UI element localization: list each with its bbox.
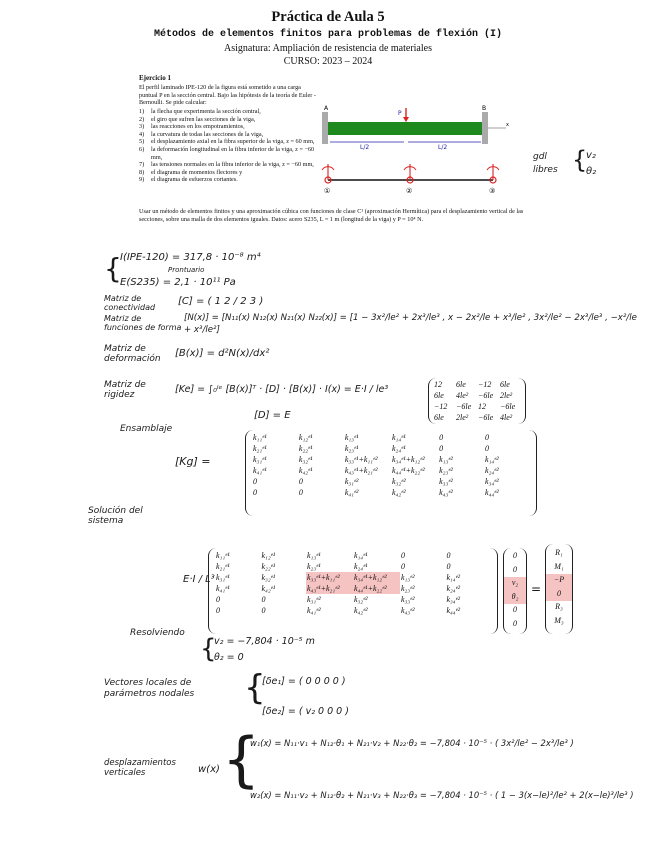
left-support: [322, 112, 328, 144]
matrix-cell: 0: [485, 433, 490, 442]
vector-entry: M₁: [554, 561, 564, 571]
matrix-cell: k₂₂ᵉ¹: [261, 562, 276, 571]
matrix-cell: k₁₃ᵉ²: [439, 455, 453, 464]
matrix-cell: k₄₄ᵉ²: [446, 606, 461, 615]
matrix-cell: k₂₃ᵉ²: [439, 466, 453, 475]
solution-label: Solución del sistema: [88, 506, 143, 526]
w2-eq: w₂(x) = N₁₁·v₂ + N₁₂·θ₂ + N₂₁·v₃ + N₂₂·θ₃ = −7,804 · 10⁻⁵ · ( 1 − 3(x−le)²/le² + 2(x−le)³/le³ ): [250, 790, 634, 800]
stiff-label: Matriz de rigidez: [104, 380, 146, 400]
task-text: el diagrama de esfuerzos cortantes.: [151, 176, 238, 184]
task-text: el diagrama de momentos flectores y: [151, 168, 243, 176]
matrix-cell: k₄₃ᵉ²: [439, 488, 453, 497]
matrix-cell: k₁₃ᵉ¹: [307, 551, 321, 560]
matrix-cell: k₂₄ᵉ²: [485, 466, 499, 475]
kg-label: [Kg] =: [175, 455, 211, 468]
matrix-cell: k₂₁ᵉ¹: [253, 444, 267, 453]
matrix-cell: 2le²: [456, 413, 469, 422]
matrix-cell: k₁₃ᵉ²: [400, 573, 415, 582]
matrix-cell: 0: [216, 606, 220, 615]
matrix-cell: 6le: [434, 413, 444, 422]
matrix-row: [252, 465, 530, 476]
label-half-left: L/2: [360, 144, 370, 151]
vector-entry: 0: [513, 551, 517, 560]
matrix-cell: −6le: [456, 402, 472, 411]
matrix-cell: 0: [253, 488, 257, 497]
matrix-cell: k₄₁ᵉ¹: [253, 466, 267, 475]
matrix-cell: k₁₂ᵉ¹: [261, 551, 276, 560]
matrix-row: [433, 390, 521, 401]
deform-eq: [B(x)] = d²N(x)/dx²: [175, 348, 270, 359]
vector-entry: 0: [513, 618, 517, 628]
task-text: la curvatura de todas las secciones de la viga,: [151, 130, 264, 138]
task-item: [139, 161, 324, 169]
w1-eq: w₁(x) = N₁₁·v₁ + N₁₂·θ₁ + N₂₁·v₂ + N₂₂·θ₂ = −7,804 · 10⁻⁵ · ( 3x²/le² − 2x³/le³ ): [250, 738, 574, 748]
vector-entry: −P: [546, 574, 572, 588]
exercise-title: Ejercicio 1: [139, 74, 171, 82]
matrix-cell: k₃₁ᵉ²: [344, 477, 359, 486]
label-a: A: [324, 105, 329, 112]
stiff-eq: [Ke] = ∫₀ˡᵉ [B(x)]ᵀ · [D] · [B(x)] · I(x) = E·I / le³: [175, 384, 389, 395]
matrix-cell: k₃₄ᵉ²: [485, 477, 499, 486]
matrix-cell: 0: [439, 433, 444, 442]
matrix-row: [215, 561, 491, 572]
connectivity-eq: [C] = ( 1 2 / 2 3 ): [178, 296, 264, 307]
connectivity-label: Matriz de conectividad: [104, 294, 156, 312]
label-p: P: [398, 110, 402, 117]
task-number: 1): [139, 108, 145, 115]
vector-entry: θ₂: [504, 591, 526, 605]
matrix-cell: k₃₃ᵉ²: [400, 595, 415, 604]
matrix-cell: k₄₄ᵉ¹+k₂₂ᵉ²: [353, 583, 400, 594]
matrix-cell: k₁₁ᵉ¹: [216, 551, 230, 560]
matrix-cell: k₂₃ᵉ¹: [344, 444, 359, 453]
matrix-cell: k₁₄ᵉ²: [485, 455, 499, 464]
matrix-row: [252, 432, 530, 443]
matrix-cell: 0: [439, 444, 444, 453]
matrix-row: [433, 412, 521, 423]
stiff-matrix: [428, 378, 526, 424]
task-number: 7): [139, 161, 145, 169]
assembly-label: Ensamblaje: [120, 424, 173, 434]
local-label: Vectores locales de parámetros nodales: [104, 678, 195, 699]
task-number: 9): [139, 176, 145, 184]
task-item: [139, 176, 324, 184]
matrix-row: [215, 550, 491, 561]
matrix-cell: k₂₄ᵉ²: [446, 584, 461, 593]
solving-label: Resolviendo: [130, 628, 185, 638]
matrix-cell: 4le²: [456, 391, 469, 400]
beam-body: [328, 122, 482, 135]
shape-eq: [N(x)] = [N₁₁(x) N₁₂(x) N₂₁(x) N₂₂(x)] = [1 − 3x²/le² + 2x³/le³ , x − 2x²/le + x³/le² , 3x²/le² − 2x³/le³ , −x²/le + x³/le²]: [184, 313, 637, 335]
task-text: la deformación longitudinal en la fibra inferior de la viga, z = −60 mm,: [151, 145, 315, 161]
gdl-label: gdl: [533, 152, 547, 162]
task-item: [139, 138, 324, 146]
matrix-cell: k₃₁ᵉ¹: [253, 455, 267, 464]
matrix-cell: k₃₃ᵉ¹+k₁₁ᵉ²: [344, 455, 378, 464]
matrix-cell: k₁₄ᵉ¹: [353, 551, 368, 560]
task-list: [139, 108, 324, 184]
matrix-cell: 6le: [456, 380, 466, 389]
matrix-row: [215, 594, 491, 605]
label-b: B: [482, 105, 487, 112]
node-1: ①: [324, 187, 331, 195]
matrix-row: [215, 572, 491, 583]
matrix-cell: 0: [253, 477, 257, 486]
task-number: 4): [139, 130, 145, 138]
matrix-row: [252, 476, 530, 487]
de1-vector: [δe₁] = ( 0 0 0 0 ): [262, 676, 346, 687]
matrix-cell: k₃₄ᵉ¹+k₁₂ᵉ²: [353, 572, 400, 583]
matrix-row: [433, 379, 521, 390]
system-matrix: [208, 548, 498, 634]
label-half-right: L/2: [438, 144, 448, 151]
matrix-cell: 0: [446, 562, 451, 571]
task-item: [139, 108, 324, 116]
exercise-footer: Usar un método de elementos finitos y una aproximación cúbica con funciones de clase C¹ (aproximación Hermítica) para el desplazamiento vertical de las secciones, sobre una malla de dos elementos iguales. Datos: acero S235, L = 1 m (longitud de la viga) y P = 10⁴ N.: [139, 208, 524, 223]
matrix-cell: k₂₄ᵉ¹: [353, 562, 368, 571]
matrix-cell: 0: [446, 551, 451, 560]
matrix-cell: k₃₃ᵉ²: [439, 477, 453, 486]
matrix-cell: k₄₂ᵉ²: [391, 488, 406, 497]
matrix-cell: k₁₂ᵉ¹: [298, 433, 313, 442]
task-item: [139, 146, 324, 161]
vert-label: desplazamientos verticales: [104, 758, 176, 778]
matrix-cell: k₃₂ᵉ²: [353, 595, 368, 604]
matrix-cell: k₂₃ᵉ²: [400, 584, 415, 593]
matrix-cell: 0: [400, 562, 405, 571]
right-support: [482, 112, 488, 144]
vector-entry: v₂: [504, 577, 526, 591]
matrix-row: [252, 487, 530, 498]
matrix-cell: k₃₂ᵉ¹: [298, 455, 313, 464]
task-item: [139, 169, 324, 177]
matrix-cell: 12: [478, 402, 486, 411]
vector-entry: 0: [546, 588, 572, 602]
inertia-eq: I(IPE-120) = 317,8 · 10⁻⁸ m⁴: [120, 252, 261, 263]
matrix-cell: k₂₃ᵉ¹: [307, 562, 321, 571]
matrix-cell: k₂₂ᵉ¹: [298, 444, 313, 453]
disp-vector: [503, 548, 527, 634]
matrix-cell: −12: [478, 380, 492, 389]
matrix-cell: k₄₁ᵉ²: [307, 606, 321, 615]
matrix-cell: k₄₄ᵉ²: [485, 488, 499, 497]
label-x: x: [506, 122, 509, 128]
kg-matrix: [245, 430, 537, 516]
page-title: Práctica de Aula 5: [271, 9, 385, 25]
matrix-cell: −6le: [500, 402, 516, 411]
ei-label: E·I / L³: [183, 574, 215, 585]
matrix-cell: k₄₃ᵉ¹+k₂₁ᵉ²: [306, 583, 353, 594]
matrix-cell: 0: [298, 477, 303, 486]
de2-vector: [δe₂] = ( v₂ 0 0 0 ): [262, 706, 349, 717]
matrix-cell: 0: [216, 595, 220, 604]
exercise-intro: El perfil laminado IPE-120 de la figura está sometido a una carga puntual P en la sección central. Bajo las hipótesis de la teoría de Euler - Bernoulli. Se pide calcular:: [139, 84, 316, 107]
matrix-cell: k₄₁ᵉ¹: [216, 584, 230, 593]
matrix-cell: 0: [298, 488, 303, 497]
vector-entry: R₃: [555, 602, 563, 611]
matrix-row: [215, 583, 491, 594]
matrix-cell: k₄₃ᵉ²: [400, 606, 415, 615]
task-number: 6): [139, 145, 145, 153]
matrix-row: [252, 443, 530, 454]
task-text: el giro que sufren las secciones de la viga,: [151, 115, 256, 123]
matrix-cell: k₄₂ᵉ¹: [298, 466, 313, 475]
matrix-cell: 6le: [500, 380, 510, 389]
t2-result: θ₂ = 0: [214, 652, 244, 663]
young-eq: E(S235) = 2,1 · 10¹¹ Pa: [120, 277, 236, 288]
matrix-cell: k₂₁ᵉ¹: [216, 562, 230, 571]
d-eq: [D] = E: [254, 410, 291, 421]
matrix-cell: k₁₁ᵉ¹: [253, 433, 267, 442]
matrix-cell: 12: [434, 380, 442, 389]
shape-label: Matriz de funciones de forma: [104, 314, 182, 332]
task-number: 5): [139, 138, 145, 146]
matrix-cell: 0: [261, 606, 266, 615]
matrix-cell: k₃₁ᵉ²: [307, 595, 321, 604]
task-number: 2): [139, 115, 145, 123]
matrix-cell: −6le: [478, 391, 494, 400]
matrix-cell: k₃₃ᵉ¹+k₁₁ᵉ²: [306, 572, 353, 583]
matrix-cell: k₁₄ᵉ¹: [391, 433, 406, 442]
task-number: 3): [139, 123, 145, 131]
task-text: el desplazamiento axial en la fibra superior de la viga, z = 60 mm,: [151, 138, 315, 146]
matrix-cell: k₄₂ᵉ²: [353, 606, 368, 615]
matrix-row: [215, 605, 491, 616]
matrix-cell: k₄₂ᵉ¹: [261, 584, 276, 593]
matrix-cell: 2le²: [500, 391, 513, 400]
deform-label: Matriz de deformación: [104, 344, 161, 364]
matrix-cell: k₃₄ᵉ¹+k₁₂ᵉ²: [391, 455, 425, 464]
task-text: las reacciones en los empotramientos,: [151, 123, 245, 131]
matrix-cell: k₂₄ᵉ¹: [391, 444, 406, 453]
matrix-cell: k₄₃ᵉ¹+k₂₁ᵉ²: [344, 466, 378, 475]
matrix-cell: 0: [485, 444, 490, 453]
matrix-row: [252, 454, 530, 465]
matrix-cell: k₄₁ᵉ²: [344, 488, 359, 497]
libres-label: libres: [533, 165, 558, 175]
vector-entry: 0: [513, 605, 517, 614]
matrix-cell: −12: [434, 402, 448, 411]
matrix-cell: k₃₂ᵉ¹: [261, 573, 276, 582]
vector-entry: 0: [513, 564, 517, 574]
task-text: la flecha que experimenta la sección central,: [151, 108, 261, 115]
page-subtitle: Métodos de elementos finitos para problemas de flexión (I): [153, 29, 503, 40]
force-vector: [545, 544, 573, 634]
matrix-cell: 0: [261, 595, 266, 604]
matrix-cell: k₃₂ᵉ²: [391, 477, 406, 486]
task-number: 8): [139, 168, 145, 176]
task-item: [139, 116, 324, 124]
matrix-cell: k₃₄ᵉ²: [446, 595, 461, 604]
beam-figure: [318, 102, 518, 197]
task-text: las tensiones normales en la fibra inferior de la viga, z = −60 mm,: [151, 161, 314, 169]
vector-entry: M₃: [554, 615, 564, 625]
task-item: [139, 131, 324, 139]
matrix-cell: 0: [400, 551, 405, 560]
matrix-cell: k₁₃ᵉ¹: [344, 433, 359, 442]
node-3: ③: [489, 187, 496, 195]
vector-entry: R₁: [555, 548, 563, 557]
matrix-row: [433, 401, 521, 412]
task-item: [139, 123, 324, 131]
w-label: w(x): [198, 764, 220, 775]
matrix-cell: k₁₄ᵉ²: [446, 573, 461, 582]
matrix-cell: k₄₄ᵉ¹+k₂₂ᵉ²: [391, 466, 425, 475]
course-line: CURSO: 2023 – 2024: [283, 56, 373, 67]
node-2: ②: [406, 187, 413, 195]
matrix-cell: k₃₁ᵉ¹: [216, 573, 230, 582]
subject-line: Asignatura: Ampliación de resistencia de materiales: [224, 43, 432, 54]
gdl-t2: θ₂: [586, 166, 597, 177]
gdl-v2: v₂: [586, 150, 596, 161]
v2-result: v₂ = −7,804 · 10⁻⁵ m: [214, 636, 315, 647]
matrix-cell: 4le²: [500, 413, 513, 422]
inertia-note: Prontuario: [168, 266, 205, 274]
matrix-cell: −6le: [478, 413, 494, 422]
matrix-cell: 6le: [434, 391, 444, 400]
